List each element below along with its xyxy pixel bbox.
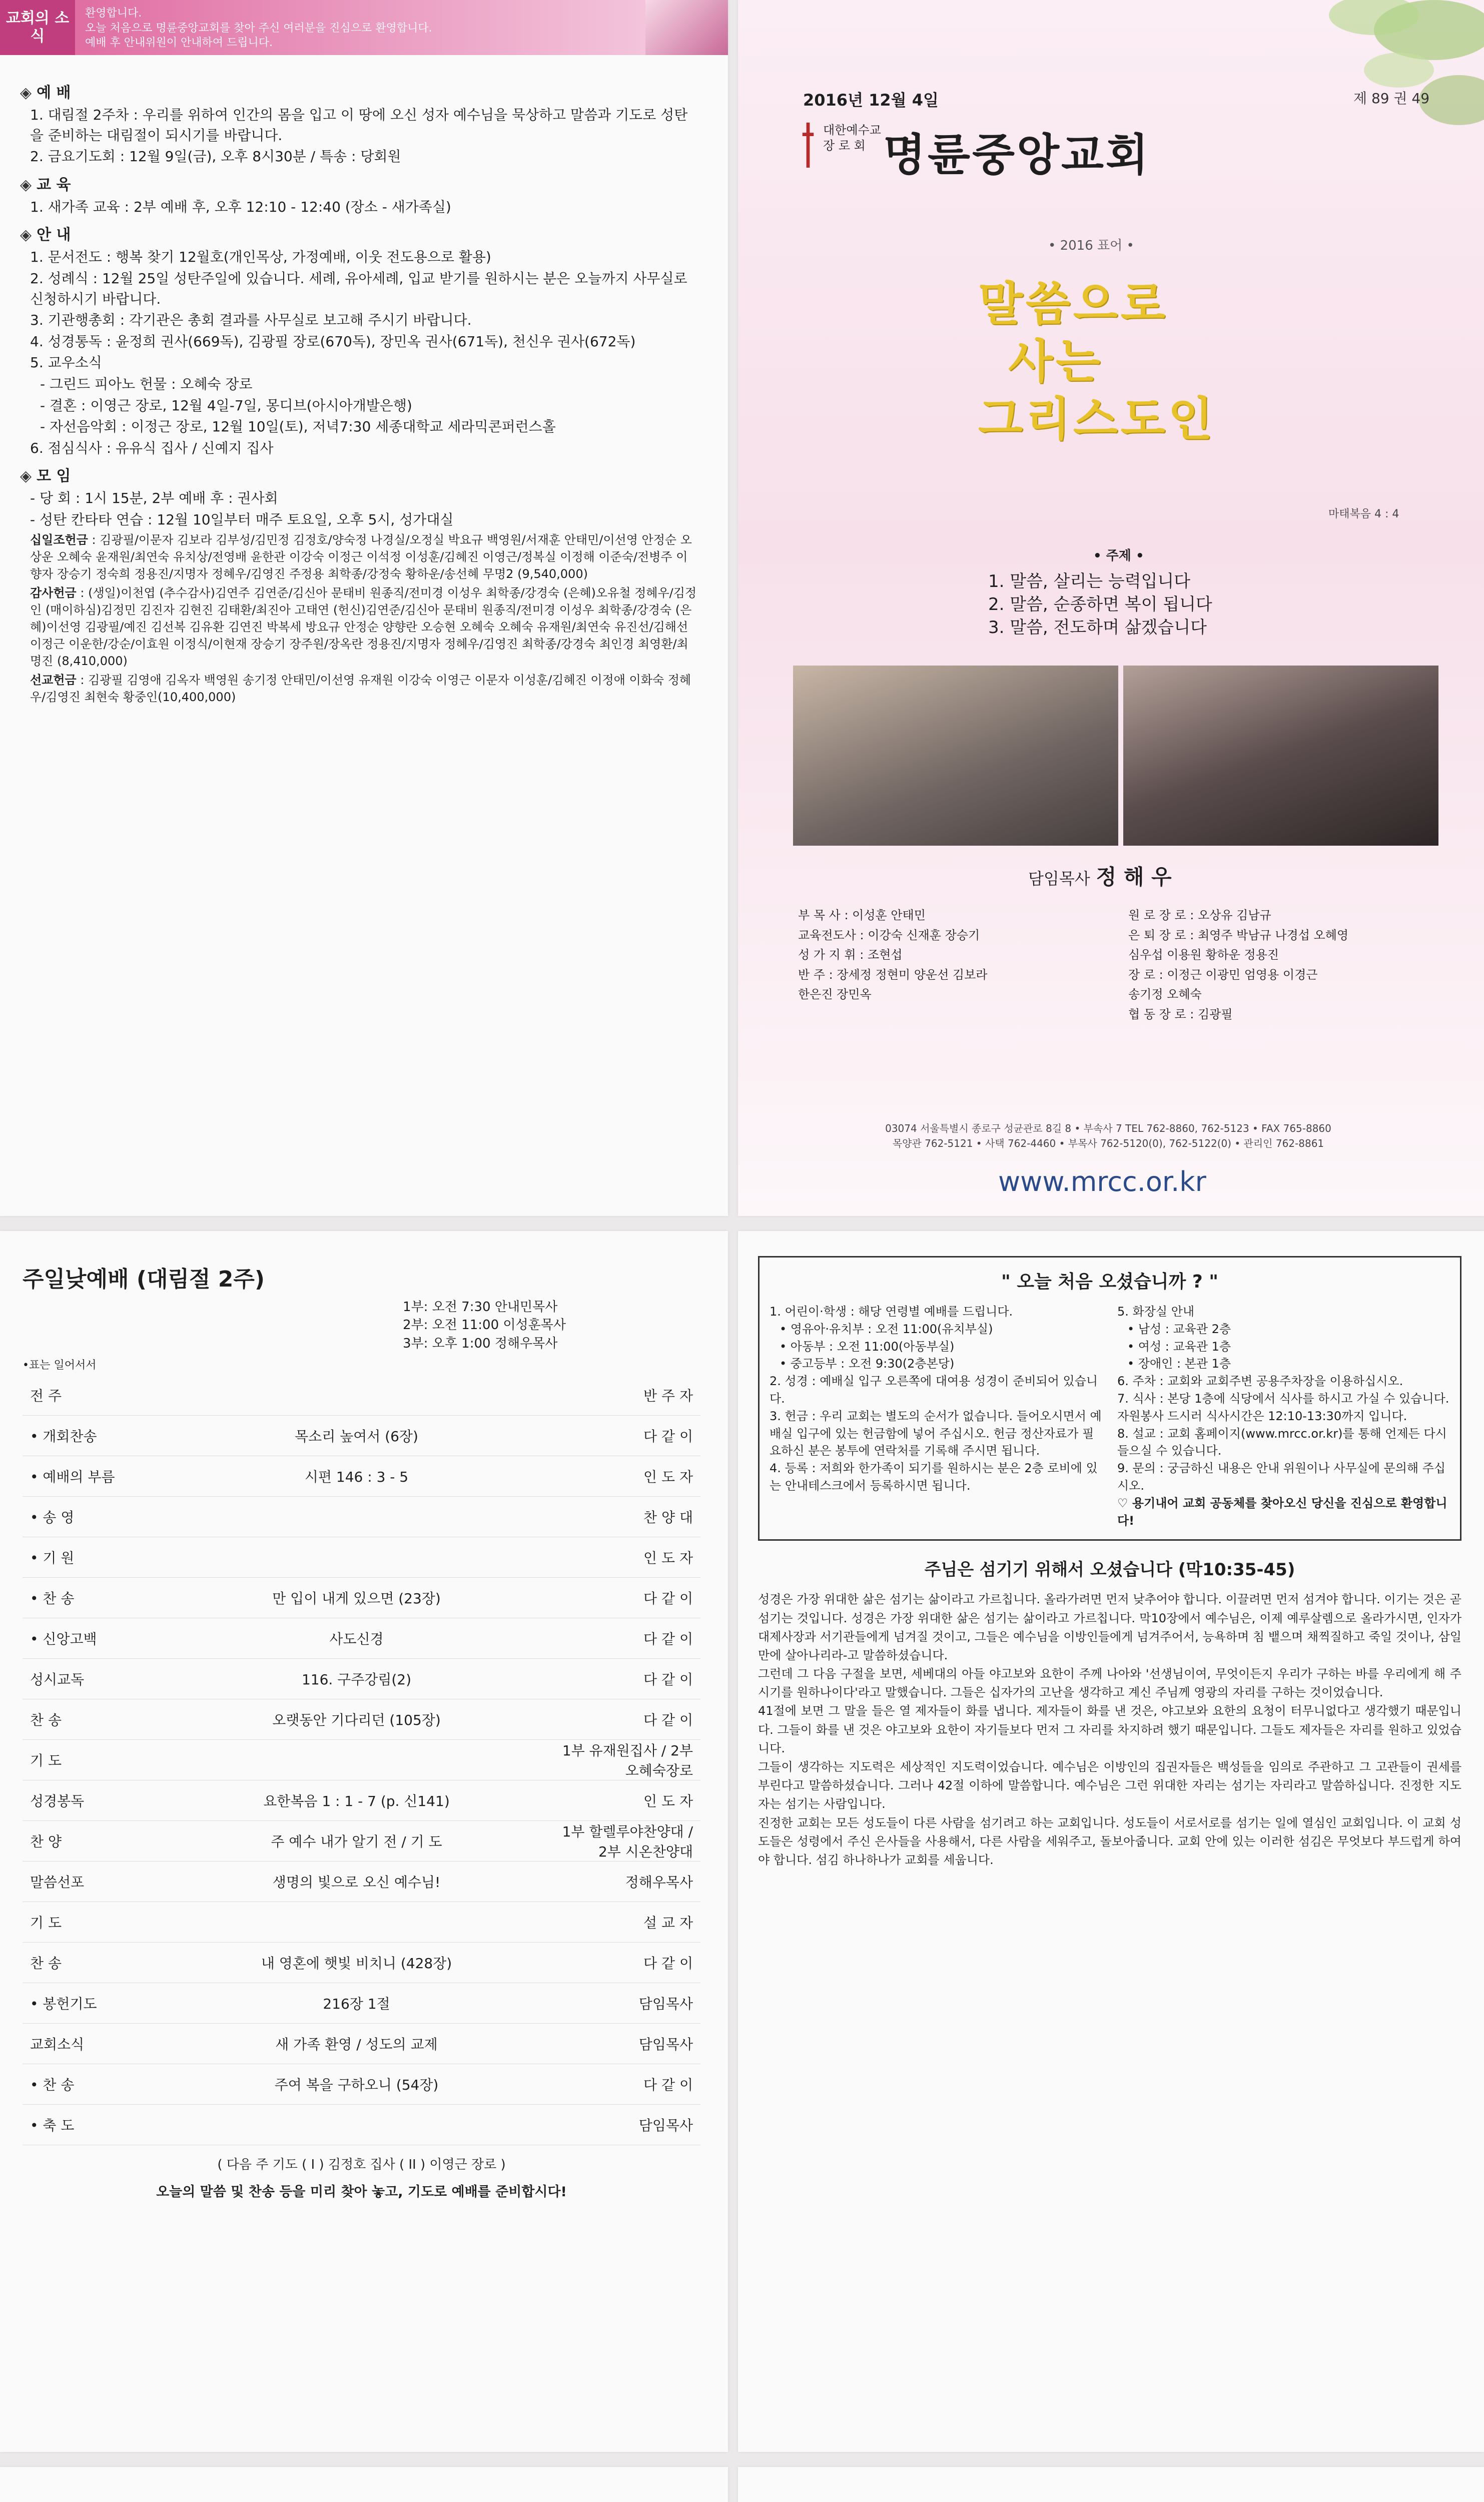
notice-item: 4. 성경통독 : 윤정희 권사(669독), 김광필 장로(670독), 장민옥 권사(671독), 천신우 권사(672독)	[30, 333, 636, 350]
staff-item: 한은진 장민옥	[798, 987, 872, 1002]
order-content: 주 예수 내가 알기 전 / 기 도	[271, 1833, 442, 1850]
bullet-icon: ◈	[20, 84, 32, 102]
table-row	[23, 1902, 700, 1943]
topic-list	[988, 570, 1212, 640]
table-row	[23, 1416, 700, 1456]
order-content: 사도신경	[329, 1631, 384, 1648]
schedule-panel	[738, 2467, 1484, 2502]
order-leader: 반 주 자	[643, 1388, 693, 1405]
staff-item: 장 로 : 이정근 이광민 엄영용 이경근	[1128, 967, 1318, 982]
order-leader: 담임목사	[638, 1996, 693, 2013]
table-row	[23, 1659, 700, 1699]
other-services-panel	[0, 2467, 728, 2502]
church-name: 명륜중앙교회	[883, 129, 1151, 181]
mission-text: 김광필 김영애 김옥자 백영원 송기정 안태민/이선영 유재원 이강숙 이영근 이문자 이성훈/김혜진 이정애 이화숙 정혜우/김영진 최현숙 황중인(10,400,000)	[30, 673, 691, 705]
order-content: 목소리 높여서 (6장)	[295, 1428, 418, 1445]
order-content: 216장 1절	[323, 1996, 390, 2013]
welcome-item: 5. 화장실 안내	[1117, 1305, 1195, 1319]
topic-item: 2. 말씀, 순종하면 복이 됩니다	[988, 594, 1212, 614]
notice-item: 2. 성례식 : 12월 25일 성탄주일에 있습니다. 세례, 유아세례, 입교 받기를 원하시는 분은 오늘까지 사무실로 신청하시기 바랍니다.	[30, 270, 687, 307]
notice-item: 5. 교우소식	[30, 354, 102, 371]
staff-item: 부 목 사 : 이성훈 안태민	[798, 908, 926, 922]
cross-icon	[798, 123, 818, 168]
order-content: 내 영혼에 햇빛 비치니 (428장)	[261, 1955, 452, 1972]
welcome-item: • 남성 : 교육관 2층	[1127, 1322, 1231, 1336]
first-visit-title: " 오늘 처음 오셨습니까 ? "	[1001, 1272, 1219, 1292]
news-item: - 그린드 피아노 헌물 : 오혜숙 장로	[40, 375, 253, 392]
pastor-name: 정 해 우	[1096, 865, 1172, 889]
welcome-banner: 환영합니다. 오늘 처음으로 명륜중앙교회를 찾아 주신 여러분을 진심으로 환영합니다. 예배 후 안내위원이 안내하여 드립니다.	[75, 0, 645, 55]
staff-item: 심우섭 이용원 황하운 정용진	[1128, 948, 1279, 962]
news-item: - 결혼 : 이영근 장로, 12월 4일-7일, 몽디브(아시아개발은행)	[40, 397, 412, 414]
table-row	[23, 1456, 700, 1497]
bullet-icon: ◈	[20, 176, 32, 194]
year-theme-label: • 2016 표어 •	[1048, 238, 1134, 253]
slogan-verse: 마태복음 4 : 4	[1328, 508, 1399, 520]
denomination-line2: 장 로 회	[823, 139, 866, 153]
order-item: • 기 원	[30, 1550, 75, 1567]
section-worship: ◈ 예 배	[20, 84, 71, 102]
topic-item: 3. 말씀, 전도하며 삶겠습니다	[988, 617, 1207, 638]
staff-list	[798, 906, 1448, 1025]
staff-item: 교육전도사 : 이강숙 신재훈 장승기	[798, 928, 980, 942]
tithe-offering: 십일조헌금 : 김광필/이문자 김보라 김부성/김민정 김정호/양숙정 나경실/오정실 박요규 백영원/서재훈 안태민/이선영 안정순 오상운 오혜숙 윤재원/최연숙 유치상/전영배 윤한관 이강숙 이정근 이석정 이성훈/김혜진 이영근/정복실 이정해 이준숙/전병주 이향자 장승기 정숙희 정용진/지명자 정혜우/김영진 주정용 최학종/강정숙 황하운/송선혜 무명2 (9,540,000)	[30, 532, 692, 581]
bullet-icon: ◈	[20, 467, 32, 485]
notice-item: 2. 금요기도회 : 12월 9일(금), 오후 8시30분 / 특송 : 당회원	[30, 148, 401, 165]
congregation-photo	[1123, 666, 1438, 846]
welcome-item: 1. 어린이·학생 : 해당 연령별 예배를 드립니다.	[770, 1305, 1013, 1319]
order-leader: 인 도 자	[643, 1550, 693, 1567]
welcome-item: 8. 설교 : 교회 홈페이지(www.mrcc.or.kr)를 통해 언제든 다시 들으실 수 있습니다.	[1117, 1426, 1447, 1458]
order-item: • 개회찬송	[30, 1428, 97, 1445]
church-website[interactable]: www.mrcc.or.kr	[998, 1166, 1206, 1197]
service-time: 1부: 오전 7:30 안내민목사	[403, 1300, 558, 1315]
order-item: • 축 도	[30, 2117, 75, 2134]
table-row	[23, 1943, 700, 1983]
tithe-text: 김광필/이문자 김보라 김부성/김민정 김정호/양숙정 나경실/오정실 박요규 백영원/서재훈 안태민/이선영 안정순 오상운 오혜숙 윤재원/최연숙 유치상/전영배 윤한관 이강숙 이정근 이석정 이성훈/김혜진 이영근/정복실 이정해 이준숙/전병주 이향자 장승기 정숙희 정용진/지명자 정혜우/김영진 주정용 최학종/강정숙 황하운/송선혜 무명2 (9,540,000)	[30, 532, 692, 581]
order-leader: 다 같 이	[643, 1428, 693, 1445]
welcome-item: 6. 주차 : 교회와 교회주변 공용주차장을 이용하십시오.	[1117, 1374, 1403, 1389]
order-leader: 다 같 이	[643, 1712, 693, 1729]
slogan-line2: 사는	[1008, 335, 1103, 388]
order-item: 기 도	[30, 1752, 62, 1769]
church-building-photo	[793, 666, 1118, 846]
order-item: 찬 송	[30, 1955, 62, 1972]
table-row	[23, 1497, 700, 1537]
order-leader: 정해우목사	[625, 1874, 693, 1891]
tithe-title: 십일조헌금	[30, 532, 88, 547]
order-item: 찬 양	[30, 1833, 62, 1850]
announcements-panel	[0, 0, 728, 1216]
meeting-item: - 당 회 : 1시 15분, 2부 예배 후 : 권사회	[30, 490, 278, 507]
service-times	[403, 1298, 700, 1353]
table-row	[23, 1537, 700, 1578]
order-item: 전 주	[30, 1388, 62, 1405]
order-content: 시편 146 : 3 - 5	[304, 1469, 409, 1486]
welcome-item: • 여성 : 교육관 1층	[1127, 1339, 1231, 1354]
table-row	[23, 1699, 700, 1740]
sermon-title: 주님은 섬기기 위해서 오셨습니다 (막10:35-45)	[924, 1560, 1295, 1580]
topic-label: • 주제 •	[1093, 548, 1144, 563]
table-row	[23, 1578, 700, 1618]
welcome-item: 2. 성경 : 예배실 입구 오른쪽에 대여용 성경이 준비되어 있습니다.	[770, 1374, 1098, 1406]
table-row	[23, 1983, 700, 2024]
table-row	[23, 2064, 700, 2105]
table-row	[23, 1375, 700, 1416]
welcome-sermon-panel	[738, 1231, 1484, 2452]
pastor-label: 담임목사	[1028, 869, 1090, 888]
church-news-badge: 교회의 소식	[0, 0, 75, 55]
meeting-item: - 성탄 칸타타 연습 : 12월 10일부터 매주 토요일, 오후 5시, 성가대실	[30, 511, 454, 528]
staff-item: 반 주 : 장세정 정현미 양운선 김보라	[798, 967, 988, 982]
notice-item: 6. 점심식사 : 유유식 집사 / 신예지 집사	[30, 439, 274, 456]
mission-offering: 선교헌금 : 김광필 김영애 김옥자 백영원 송기정 안태민/이선영 유재원 이강숙 이영근 이문자 이성훈/김혜진 이정애 이화숙 정혜우/김영진 최현숙 황중인(10,400,000)	[30, 673, 691, 705]
order-leader: 1부 유재원집사 / 2부 오혜숙장로	[562, 1742, 693, 1779]
section-guide: ◈ 안 내	[20, 226, 71, 244]
church-address: 03074 서울특별시 종로구 성균관로 8길 8 • 부속사 7 TEL 762-8860, 762-5123 • FAX 765-8860 목양관 762-5121 • 사택 762-4460 • 부목사 762-5120(0), 762-5122(0) • 관리인 762-8861	[885, 1122, 1331, 1149]
notice-item: 1. 대림절 2주차 : 우리를 위하여 인간의 몸을 입고 이 땅에 오신 성자 예수님을 묵상하고 말씀과 기도로 성탄을 준비하는 대림절이 되시기를 바랍니다.	[30, 107, 688, 144]
staff-item	[798, 1005, 1118, 1025]
order-leader: 다 같 이	[643, 2077, 693, 2094]
bulletin-date: 2016년 12월 4일	[803, 91, 939, 110]
standing-note: •표는 일어서서	[23, 1359, 97, 1372]
welcome-item: • 중고등부 : 오전 9:30(2층본당)	[780, 1357, 955, 1371]
order-item: • 신앙고백	[30, 1631, 97, 1648]
staff-item: 원 로 장 로 : 오상유 김남규	[1128, 908, 1271, 922]
thanks-text: (생일)이천엽 (추수감사)김연주 김연준/김신아 문태비 원종직/전미경 이성우 최학종/강경숙 (은혜)오유철 정혜우/김정인 (매이하심)김정민 김진자 김현진 김태환/최진아 고태연 (헌신)김연준/김신아 문태비 원종직/전미경 이성우 최학종/강경숙 (은혜)이선영 김광필/예진 김선복 김유환 김연진 박복세 방요규 안정순 양향란 오승현 오혜숙 오혜숙 유재원/최연숙 유진선/김해선 이정근 이운한/강순/이효원 이정식/이현재 장승기 장주원/장옥란 정용진/지명자 정혜우/김영진 최학종/강경숙 최인경 최영환/최명진 (8,410,000)	[30, 585, 697, 669]
order-item: • 송 영	[30, 1509, 75, 1526]
order-leader: 담임목사	[638, 2036, 693, 2053]
order-leader: 다 같 이	[643, 1671, 693, 1688]
senior-pastor	[1028, 861, 1172, 891]
welcome-left	[770, 1303, 1102, 1529]
thanks-offering: 감사헌금 : (생일)이천엽 (추수감사)김연주 김연준/김신아 문태비 원종직/전미경 이성우 최학종/강경숙 (은혜)오유철 정혜우/김정인 (매이하심)김정민 김진자 김현진 김태환/최진아 고태연 (헌신)김연준/김신아 문태비 원종직/전미경 이성우 최학종/강경숙 (은혜)이선영 김광필/예진 김선복 김유환 김연진 박복세 방요규 안정순 양향란 오승현 오혜숙 오혜숙 유재원/최연숙 유진선/김해선 이정근 이운한/강순/이효원 이정식/이현재 장승기 장주원/장옥란 정용진/지명자 정혜우/김영진 최학종/강경숙 최인경 최영환/최명진 (8,410,000)	[30, 585, 697, 669]
table-row	[23, 1740, 700, 1780]
order-of-worship	[23, 1375, 700, 2145]
welcome-item: 7. 식사 : 본당 1층에 식당에서 식사를 하시고 가실 수 있습니다. 자원봉사 드시러 식사시간은 12:10-13:30까지 입니다.	[1117, 1391, 1449, 1423]
order-content: 116. 구주강림(2)	[301, 1671, 412, 1688]
denomination	[823, 123, 881, 154]
main-service-panel	[0, 1231, 728, 2452]
staff-item: 성 가 지 휘 : 조현섭	[798, 948, 903, 962]
table-row	[23, 1618, 700, 1659]
main-service-title: 주일낮예배 (대림절 2주)	[23, 1267, 265, 1292]
order-item: 교회소식	[30, 2036, 85, 2053]
bullet-icon: ◈	[20, 226, 32, 244]
topic-item: 1. 말씀, 살리는 능력입니다	[988, 571, 1191, 591]
order-item: 성시교독	[30, 1671, 85, 1688]
order-item: 말씀선포	[30, 1874, 85, 1891]
staff-item: 은 퇴 장 로 : 최영주 박남규 나경섭 오혜영	[1128, 928, 1349, 942]
table-row	[23, 1780, 700, 1821]
service-time: 3부: 오후 1:00 정해우목사	[403, 1336, 558, 1351]
pastor-photo	[645, 0, 728, 55]
slogan-line3: 그리스도인	[978, 392, 1216, 446]
table-row	[23, 2105, 700, 2145]
table-row	[23, 1861, 700, 1902]
year-slogan	[978, 275, 1215, 448]
bulletin-volume: 제 89 권 49	[1353, 90, 1430, 107]
welcome-item: • 아동부 : 오전 11:00(아동부실)	[780, 1339, 955, 1354]
order-leader: 1부 할렐루야찬양대 / 2부 시온찬양대	[562, 1823, 693, 1860]
table-row	[23, 2024, 700, 2064]
staff-item: 송기정 오혜숙	[1128, 987, 1202, 1002]
table-row	[23, 1821, 700, 1861]
cover-panel	[738, 0, 1484, 1216]
order-item: • 봉헌기도	[30, 1996, 97, 2013]
staff-item: 협 동 장 로 : 김광필	[1128, 1007, 1233, 1021]
order-content: 만 입이 내게 있으면 (23장)	[272, 1590, 441, 1607]
notice-item: 1. 새가족 교육 : 2부 예배 후, 오후 12:10 - 12:40 (장소 - 새가족실)	[30, 198, 451, 215]
order-leader: 인 도 자	[643, 1469, 693, 1486]
order-leader: 찬 양 대	[643, 1509, 693, 1526]
news-item: - 자선음악회 : 이정근 장로, 12월 10일(토), 저녁7:30 세종대학교 세라믹콘퍼런스홀	[40, 418, 556, 435]
denomination-line1: 대한예수교	[823, 123, 881, 137]
welcome-item: • 장애인 : 본관 1층	[1127, 1357, 1231, 1371]
order-content: 오랫동안 기다리던 (105장)	[272, 1712, 441, 1729]
order-leader: 다 같 이	[643, 1955, 693, 1972]
first-visit-box	[758, 1256, 1461, 1541]
order-content: 새 가족 환영 / 성도의 교제	[275, 2036, 438, 2053]
order-content: 주여 복을 구하오니 (54장)	[274, 2077, 439, 2094]
order-content: 요한복음 1 : 1 - 7 (p. 신141)	[263, 1793, 450, 1810]
notice-item: 1. 문서전도 : 행복 찾기 12월호(개인목상, 가정예배, 이웃 전도용으로 활용)	[30, 249, 491, 266]
welcome-item: 4. 등록 : 저희와 한가족이 되기를 원하시는 분은 2층 로비에 있는 안내테스크에서 등록하시면 됩니다.	[770, 1461, 1098, 1493]
order-item: 찬 송	[30, 1712, 62, 1729]
section-meetings: ◈ 모 임	[20, 467, 71, 485]
slogan-line1: 말씀으로	[978, 277, 1168, 331]
order-item: • 찬 송	[30, 2077, 75, 2094]
section-education: ◈ 교 육	[20, 176, 71, 194]
order-item: • 찬 송	[30, 1590, 75, 1607]
welcome-item: ♡ 용기내어 교회 공동체를 찾아오신 당신을 진심으로 환영합니다!	[1117, 1496, 1447, 1528]
preparation-note: 오늘의 말씀 및 찬송 등을 미리 찾아 놓고, 기도로 예배를 준비합시다!	[156, 2184, 567, 2200]
mission-title: 선교헌금	[30, 673, 77, 688]
order-leader: 담임목사	[638, 2117, 693, 2134]
order-item: • 예배의 부름	[30, 1469, 115, 1486]
welcome-right	[1117, 1303, 1450, 1529]
notice-item: 3. 기관행총회 : 각기관은 총회 결과를 사무실로 보고해 주시기 바랍니다.	[30, 312, 472, 329]
service-time: 2부: 오전 11:00 이성훈목사	[403, 1318, 566, 1333]
order-leader: 설 교 자	[643, 1915, 693, 1932]
order-content: 생명의 빛으로 오신 예수님!	[272, 1874, 441, 1891]
next-prayer-note: ( 다음 주 기도 ( I ) 김정호 집사 ( II ) 이영근 장로 )	[217, 2157, 506, 2173]
welcome-item: 3. 헌금 : 우리 교회는 별도의 순서가 없습니다. 들어오시면서 예배실 입구에 있는 헌금함에 넣어 주십시오. 헌금 정산자료가 필요하신 분은 봉투에 연락처를 기록해 주시면 됩니다.	[770, 1409, 1102, 1458]
welcome-item: • 영유아·유치부 : 오전 11:00(유치부실)	[780, 1322, 993, 1336]
sermon-text: 성경은 가장 위대한 삶은 섬기는 삶이라고 가르칩니다. 올라가려면 먼저 낮추어야 합니다. 이끌려면 먼저 섬겨야 합니다. 이기는 것은 곧 섬기는 것입니다. 성경은 가장 위대한 삶은 섬기는 삶이라고 가르칩니다. 막10장에서 예수님은, 이제 예루살렘으로 올라가시면, 인자가 대제사장과 서기관들에게 넘겨질 것이고, 그들은 예수님을 이방인들에게 넘겨주어서, 능욕하며 침 뱉으며 채찍질하고 죽일 것이나, 삼일 만에 살아나리라-고 말씀하셨습니다. 그런데 그 다음 구절을 보면, 세베대의 아들 야고보와 요한이 주께 나아와 '선생님이여, 무엇이든지 우리가 구하는 바를 우리에게 해 주시기를 원하나이다'라고 말했습니다. 그들은 십자가의 고난을 생각하고 계신 주님께 영광의 자리를 구하는 것이었습니다. 41절에 보면 그 말을 들은 열 제자들이 화를 냅니다. 제자들이 화를 낸 것은, 야고보와 요한의 요청이 터무니없다고 생각했기 때문입니다. 그들이 화를 낸 것은 야고보와 요한이 자기들보다 먼저 그 자리를 차지하려 했기 때문입니다. 그들도 제자들은 자리를 원하고 있었습니다. 그들이 생각하는 지도력은 세상적인 지도력이었습니다. 예수님은 이방인의 집권자들은 백성들을 임의로 주관하고 그 고관들이 권세를 부린다고 말씀하셨습니다. 그러나 42절 이하에 말씀합니다. 예수님은 그런 위대한 자리는 섬기는 자리라고 말씀하십니다. 진정한 지도자는 섬기는 사람입니다. 진정한 교회는 모든 성도들이 다른 사람을 섬기려고 하는 교회입니다. 성도들이 서로서로를 섬기는 일에 열심인 교회입니다. 이 교회 성도들은 성령에서 주신 은사들을 사용해서, 다른 사람을 세워주고, 돌보아줍니다. 교회 안에 있는 이러한 섬김은 무엇보다 부드럽게 하여야 합니다. 섬김 하나하나가 교회를 세웁니다.	[758, 1592, 1461, 1867]
welcome-item: 9. 문의 : 궁금하신 내용은 안내 위원이나 사무실에 문의해 주십시오.	[1117, 1461, 1446, 1493]
thanks-title: 감사헌금	[30, 585, 77, 600]
order-leader: 다 같 이	[643, 1631, 693, 1648]
order-item: 성경봉독	[30, 1793, 85, 1810]
order-item: 기 도	[30, 1915, 62, 1932]
order-leader: 다 같 이	[643, 1590, 693, 1607]
afternoon-title	[23, 2497, 705, 2502]
order-leader: 인 도 자	[643, 1793, 693, 1810]
